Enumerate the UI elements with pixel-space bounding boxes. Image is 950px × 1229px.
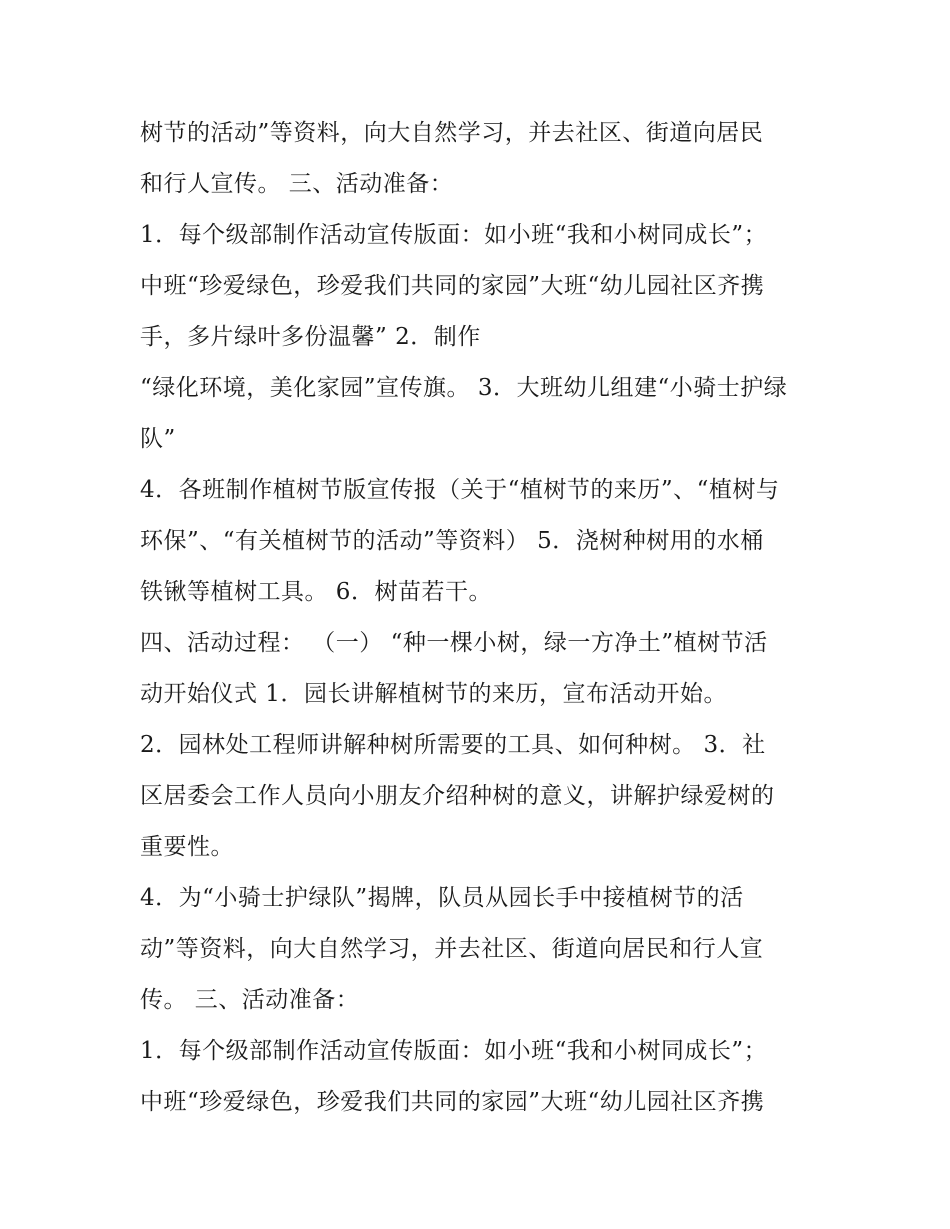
text-line: “绿化环境，美化家园”宣传旗。 3．大班幼儿组建“小骑士护绿 (140, 375, 788, 401)
text-line: 铁锹等植树工具。 6．树苗若干。 (140, 579, 492, 605)
text-line: 动”等资料，向大自然学习，并去社区、街道向居民和行人宣 (140, 936, 764, 962)
text-line: 中班“珍爱绿色，珍爱我们共同的家园”大班“幼儿园社区齐携 (140, 1089, 765, 1115)
text-line: 四、活动过程： （一） “种一棵小树，绿一方净土”植树节活 (140, 630, 768, 656)
text-line: 传。 三、活动准备： (140, 987, 360, 1013)
text-line: 环保”、“有关植树节的活动”等资料） 5．浇树种树用的水桶 (140, 528, 764, 554)
text-line: 队” (140, 426, 176, 452)
text-line: 和行人宣传。 三、活动准备： (140, 171, 454, 197)
text-line: 4．各班制作植树节版宣传报（关于“植树节的来历”、“植树与 (140, 477, 780, 503)
text-line: 区居委会工作人员向小朋友介绍种树的意义，讲解护绿爱树的 (140, 783, 775, 809)
text-line: 1．每个级部制作活动宣传版面：如小班“我和小树同成长”； (140, 1038, 768, 1064)
text-line: 4．为“小骑士护绿队”揭牌，队员从园长手中接植树节的活 (140, 885, 744, 911)
text-line: 动开始仪式 1．园长讲解植树节的来历，宣布活动开始。 (140, 681, 727, 707)
text-line: 树节的活动”等资料，向大自然学习，并去社区、街道向居民 (140, 120, 764, 146)
text-line: 1．每个级部制作活动宣传版面：如小班“我和小树同成长”； (140, 222, 768, 248)
text-line: 中班“珍爱绿色，珍爱我们共同的家园”大班“幼儿园社区齐携 (140, 273, 765, 299)
document-body (140, 108, 840, 1128)
text-line: 手，多片绿叶多份温馨” 2．制作 (140, 324, 481, 350)
text-line: 重要性。 (140, 834, 234, 860)
text-line: 2．园林处工程师讲解种树所需要的工具、如何种树。 3．社 (140, 732, 766, 758)
